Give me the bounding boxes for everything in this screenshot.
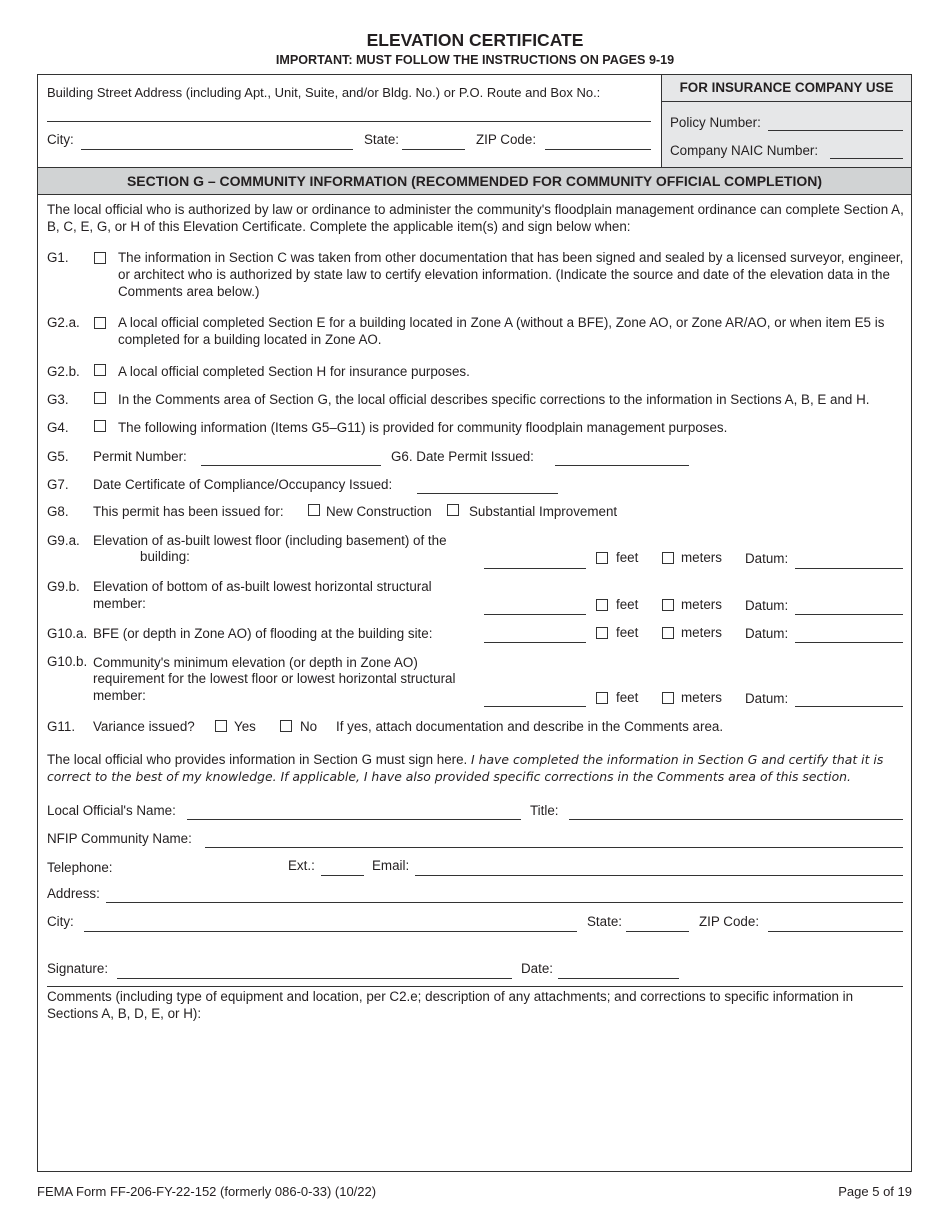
g9a-elevation-field[interactable] xyxy=(484,552,586,569)
official-address-field[interactable] xyxy=(106,886,903,903)
form-subtitle: IMPORTANT: MUST FOLLOW THE INSTRUCTIONS ON PAGES 9-19 xyxy=(275,53,675,67)
permit-number-field[interactable] xyxy=(201,449,381,466)
g2a-text: A local official completed Section E for a building located in Zone A (without a BFE), Zone AO, or Zone AR/AO, or when item E5 is completed for a building located in Zone AO. xyxy=(118,315,885,347)
signature-field[interactable] xyxy=(117,962,512,979)
g7-number: G7. xyxy=(47,477,69,492)
new-construction-label: New Construction xyxy=(326,504,432,519)
g3-checkbox[interactable] xyxy=(94,392,106,404)
certification-plain: The local official who provides information in Section G must sign here. xyxy=(47,752,468,767)
variance-issued-label: Variance issued? xyxy=(93,719,195,734)
policy-number-label: Policy Number: xyxy=(670,115,761,130)
g2a-checkbox[interactable] xyxy=(94,317,106,329)
g10a-feet-checkbox[interactable] xyxy=(596,627,608,639)
g10b-feet-checkbox[interactable] xyxy=(596,692,608,704)
g10a-elevation-field[interactable] xyxy=(484,626,586,643)
official-name-field[interactable] xyxy=(187,803,521,820)
zip-field[interactable] xyxy=(545,133,651,150)
variance-yes-label: Yes xyxy=(234,719,256,734)
naic-number-label: Company NAIC Number: xyxy=(670,143,819,158)
g1-checkbox[interactable] xyxy=(94,252,106,264)
g9b-label-line2: member: xyxy=(93,596,146,611)
official-address-label: Address: xyxy=(47,886,100,901)
g10a-datum-label: Datum: xyxy=(745,626,789,641)
g2b-number: G2.b. xyxy=(47,364,80,379)
official-name-label: Local Official's Name: xyxy=(47,803,176,818)
variance-no-label: No xyxy=(300,719,318,734)
g11-number: G11. xyxy=(47,719,76,734)
official-city-field[interactable] xyxy=(84,915,577,932)
variance-note: If yes, attach documentation and describe in the Comments area. xyxy=(336,719,724,734)
g4-number: G4. xyxy=(47,420,69,435)
g9a-label-line2: building: xyxy=(140,549,190,564)
g2b-text: A local official completed Section H for insurance purposes. xyxy=(118,364,470,379)
g9a-label-line1: Elevation of as-built lowest floor (including basement) of the xyxy=(93,533,447,548)
g9b-datum-field[interactable] xyxy=(795,598,903,615)
g9b-number: G9.b. xyxy=(47,579,80,594)
state-label: State: xyxy=(364,132,399,147)
g10b-datum-field[interactable] xyxy=(795,690,903,707)
variance-yes-checkbox[interactable] xyxy=(215,720,227,732)
g9b-meters-label: meters xyxy=(681,597,722,612)
official-zip-label: ZIP Code: xyxy=(699,914,760,929)
city-field[interactable] xyxy=(81,133,353,150)
date-permit-issued-label: G6. Date Permit Issued: xyxy=(391,449,534,464)
form-title: ELEVATION CERTIFICATE xyxy=(366,30,584,50)
g9a-meters-label: meters xyxy=(681,550,722,565)
email-label: Email: xyxy=(372,858,410,873)
g9a-number: G9.a. xyxy=(47,533,80,548)
comments-area[interactable] xyxy=(47,1026,903,1166)
date-certificate-field[interactable] xyxy=(417,477,558,494)
insurance-heading: FOR INSURANCE COMPANY USE xyxy=(661,75,911,102)
g10b-elevation-field[interactable] xyxy=(484,690,586,707)
variance-no-checkbox[interactable] xyxy=(280,720,292,732)
community-name-label: NFIP Community Name: xyxy=(47,831,192,846)
g1-number: G1. xyxy=(47,250,69,265)
g3-number: G3. xyxy=(47,392,69,407)
g2a-number: G2.a. xyxy=(47,315,80,330)
g9a-datum-field[interactable] xyxy=(795,552,903,569)
g10a-meters-label: meters xyxy=(681,625,722,640)
permit-number-label: Permit Number: xyxy=(93,449,187,464)
g9a-feet-label: feet xyxy=(616,550,639,565)
g2b-checkbox[interactable] xyxy=(94,364,106,376)
g10b-meters-checkbox[interactable] xyxy=(662,692,674,704)
naic-number-field[interactable] xyxy=(830,142,903,159)
official-title-label: Title: xyxy=(530,803,559,818)
substantial-improvement-label: Substantial Improvement xyxy=(469,504,618,519)
g9a-feet-checkbox[interactable] xyxy=(596,552,608,564)
street-address-label: Building Street Address (including Apt., Unit, Suite, and/or Bldg. No.) or P.O. Route and Box No.: xyxy=(47,85,601,100)
g5-number: G5. xyxy=(47,449,69,464)
g9a-meters-checkbox[interactable] xyxy=(662,552,674,564)
g10b-label-line2: requirement for the lowest floor or lowest horizontal structural xyxy=(93,671,456,686)
zip-label: ZIP Code: xyxy=(476,132,537,147)
g10b-number: G10.b. xyxy=(47,654,88,669)
ext-field[interactable] xyxy=(321,859,364,876)
official-title-field[interactable] xyxy=(569,803,903,820)
g9b-meters-checkbox[interactable] xyxy=(662,599,674,611)
street-address-field[interactable] xyxy=(47,105,651,122)
g10a-label: BFE (or depth in Zone AO) of flooding at the building site: xyxy=(93,626,433,641)
official-state-field[interactable] xyxy=(626,915,689,932)
state-field[interactable] xyxy=(402,133,465,150)
certification-italic: I have completed the information in Section G and certify that it is correct to the best of my knowledge. If applicable, I have also provided specific corrections in the Comments area of this section. xyxy=(47,752,884,784)
telephone-label: Telephone: xyxy=(47,860,113,875)
city-label: City: xyxy=(47,132,74,147)
date-certificate-label: Date Certificate of Compliance/Occupancy Issued: xyxy=(93,477,393,492)
g10b-meters-label: meters xyxy=(681,690,722,705)
ext-label: Ext.: xyxy=(288,858,315,873)
g9a-datum-label: Datum: xyxy=(745,551,789,566)
g10b-datum-label: Datum: xyxy=(745,691,789,706)
certification-statement xyxy=(47,751,905,785)
g4-text: The following information (Items G5–G11) is provided for community floodplain management purposes. xyxy=(118,420,728,435)
section-g-intro: The local official who is authorized by law or ordinance to administer the community's floodplain management ordinance can complete Section A, B, C, E, G, or H of this Elevation Certificate. Complete the applicable item(s) and sign below when: xyxy=(47,202,904,234)
permit-issued-for-label: This permit has been issued for: xyxy=(93,504,284,519)
g10a-datum-field[interactable] xyxy=(795,626,903,643)
page-number: Page 5 of 19 xyxy=(838,1184,912,1199)
g4-checkbox[interactable] xyxy=(94,420,106,432)
date-permit-issued-field[interactable] xyxy=(555,449,689,466)
g10a-feet-label: feet xyxy=(616,625,639,640)
signature-label: Signature: xyxy=(47,961,109,976)
g9b-feet-checkbox[interactable] xyxy=(596,599,608,611)
new-construction-checkbox[interactable] xyxy=(308,504,320,516)
g10a-meters-checkbox[interactable] xyxy=(662,627,674,639)
g8-number: G8. xyxy=(47,504,69,519)
signature-date-label: Date: xyxy=(521,961,554,976)
g10b-label-line1: Community's minimum elevation (or depth in Zone AO) xyxy=(93,655,418,670)
signature-date-field[interactable] xyxy=(558,962,679,979)
comments-divider xyxy=(47,986,903,987)
g3-text: In the Comments area of Section G, the local official describes specific corrections to the information in Sections A, B, E and H. xyxy=(118,392,870,407)
g10a-number: G10.a. xyxy=(47,626,88,641)
g1-text: The information in Section C was taken from other documentation that has been signed and sealed by a licensed surveyor, engineer, or architect who is authorized by state law to certify elevation information. (Indicate the source and date of the elevation data in the Comments area below.) xyxy=(118,250,904,299)
g10b-feet-label: feet xyxy=(616,690,639,705)
comments-label: Comments (including type of equipment and location, per C2.e; description of any attachments; and corrections to specific information in Sections A, B, D, E, or H): xyxy=(47,989,854,1021)
section-g-heading: SECTION G – COMMUNITY INFORMATION (RECOMMENDED FOR COMMUNITY OFFICIAL COMPLETION) xyxy=(38,167,911,195)
official-city-label: City: xyxy=(47,914,74,929)
policy-number-field[interactable] xyxy=(768,114,903,131)
form-id: FEMA Form FF-206-FY-22-152 (formerly 086-0-33) (10/22) xyxy=(37,1184,377,1199)
g9b-elevation-field[interactable] xyxy=(484,598,586,615)
official-zip-field[interactable] xyxy=(768,915,903,932)
g9b-datum-label: Datum: xyxy=(745,598,789,613)
g10b-label-line3: member: xyxy=(93,688,146,703)
substantial-improvement-checkbox[interactable] xyxy=(447,504,459,516)
official-state-label: State: xyxy=(587,914,622,929)
g9b-feet-label: feet xyxy=(616,597,639,612)
community-name-field[interactable] xyxy=(205,831,903,848)
email-field[interactable] xyxy=(415,859,903,876)
g9b-label-line1: Elevation of bottom of as-built lowest horizontal structural xyxy=(93,579,432,594)
